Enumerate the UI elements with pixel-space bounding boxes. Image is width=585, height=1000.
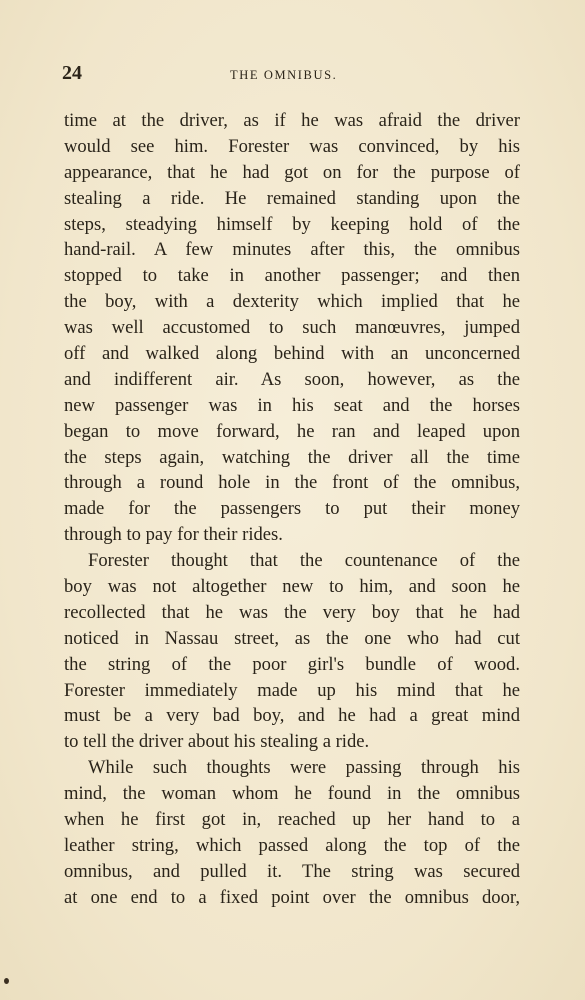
text-line: would see him. Forester was convinced, by his	[64, 135, 520, 157]
running-title: THE OMNIBUS.	[230, 68, 338, 82]
text-line: noticed in Nassau street, as the one who had cut	[64, 627, 520, 649]
text-line: leather string, which passed along the top of the	[64, 834, 520, 856]
page-header	[62, 62, 522, 92]
text-line: and indifferent air. As soon, however, as the	[64, 368, 520, 390]
text-line: While such thoughts were passing through his	[88, 757, 520, 779]
text-line: off and walked along behind with an unconcerned	[64, 343, 520, 365]
text-line: made for the passengers to put their money	[64, 498, 520, 520]
text-line: appearance, that he had got on for the purpose of	[64, 161, 520, 183]
text-line: stopped to take in another passenger; and then	[64, 265, 520, 287]
ink-blot	[4, 978, 9, 984]
text-line: at one end to a fixed point over the omnibus door,	[64, 886, 520, 908]
text-line: the steps again, watching the driver all the time	[64, 446, 520, 468]
text-line: the string of the poor girl's bundle of wood.	[64, 653, 520, 675]
text-line: Forester thought that the countenance of the	[88, 550, 520, 572]
text-line: new passenger was in his seat and the horses	[64, 394, 520, 416]
text-line: through to pay for their rides.	[64, 524, 283, 546]
text-line: the boy, with a dexterity which implied that he	[64, 291, 520, 313]
text-line: began to move forward, he ran and leaped upon	[64, 420, 520, 442]
text-line: recollected that he was the very boy that he had	[64, 601, 520, 623]
text-line: Forester immediately made up his mind that he	[64, 679, 520, 701]
text-line: steps, steadying himself by keeping hold of the	[64, 213, 520, 235]
text-line: through a round hole in the front of the omnibus,	[64, 472, 520, 494]
text-line: was well accustomed to such manœuvres, jumped	[64, 317, 520, 339]
text-line: when he first got in, reached up her hand to a	[64, 809, 520, 831]
text-line: boy was not altogether new to him, and soon he	[64, 576, 520, 598]
text-line: hand-rail. A few minutes after this, the omnibus	[64, 239, 520, 261]
text-line: time at the driver, as if he was afraid the driver	[64, 110, 520, 131]
body-text	[64, 108, 520, 911]
text-line: to tell the driver about his stealing a ride.	[64, 731, 370, 753]
text-line: must be a very bad boy, and he had a great mind	[64, 705, 520, 727]
text-line: stealing a ride. He remained standing upon the	[64, 187, 520, 209]
text-line: mind, the woman whom he found in the omnibus	[64, 783, 520, 805]
page-number: 24	[62, 62, 82, 84]
text-line: omnibus, and pulled it. The string was secured	[64, 860, 520, 882]
